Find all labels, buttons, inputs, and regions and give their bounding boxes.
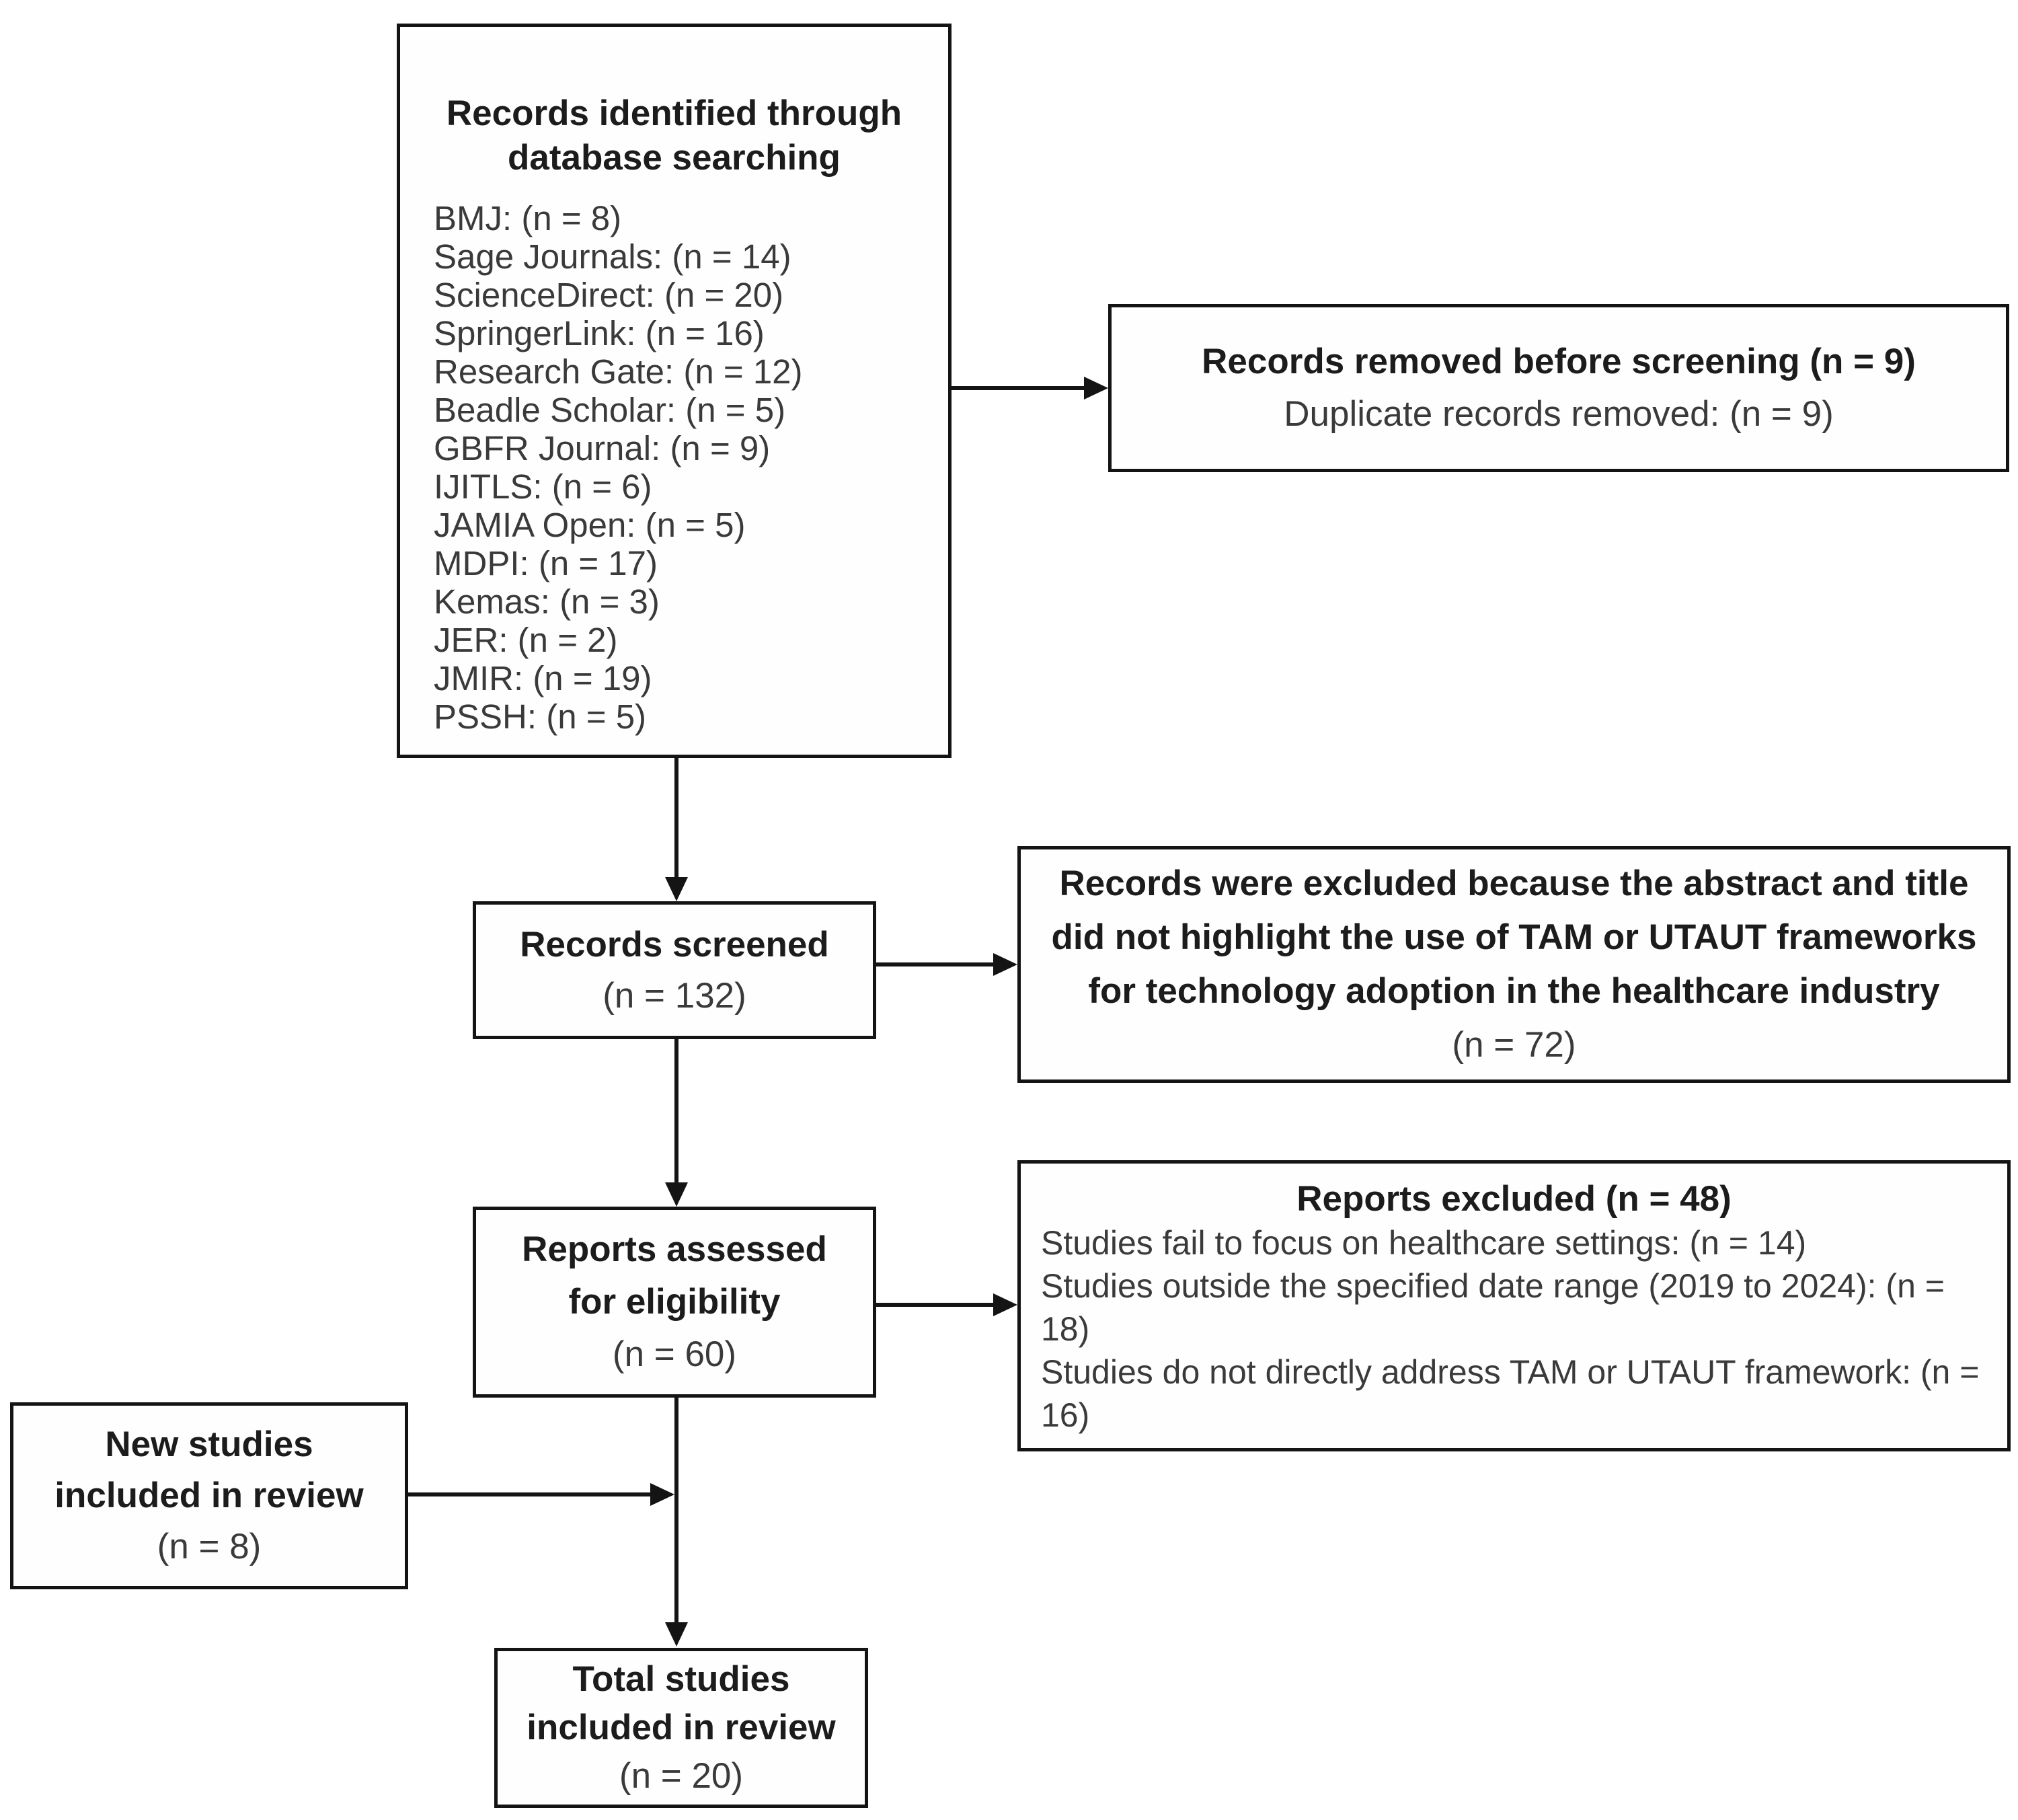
new-studies-count: (n = 8) [157, 1527, 262, 1566]
source-item: PSSH: (n = 5) [434, 697, 647, 736]
records-removed-box [1108, 304, 2009, 472]
arrow-identification-to-removed-line [952, 386, 1086, 390]
arrow-assessed-to-total-line [674, 1398, 678, 1624]
arrow-screened-to-assessed-line [674, 1039, 678, 1184]
records-removed-title: Records removed before screening (n = 9) [1202, 342, 1916, 381]
exclusion-reason: Studies fail to focus on healthcare settings: (n = 14) [1041, 1224, 1807, 1262]
reports-assessed-line2: for eligibility [568, 1282, 781, 1322]
reports-assessed-count: (n = 60) [612, 1334, 737, 1374]
source-item: JER: (n = 2) [434, 621, 618, 659]
identification-source-list [400, 199, 948, 736]
source-item: Kemas: (n = 3) [434, 582, 660, 621]
identification-title-line1: Records identified through [446, 93, 902, 133]
source-item: Research Gate: (n = 12) [434, 352, 803, 391]
total-studies-box [494, 1648, 868, 1808]
records-screened-count: (n = 132) [603, 975, 746, 1016]
new-studies-line1: New studies [105, 1425, 313, 1464]
arrow-screened-to-assessed-head [665, 1182, 688, 1207]
source-item: BMJ: (n = 8) [434, 199, 622, 237]
source-item: GBFR Journal: (n = 9) [434, 429, 771, 467]
arrow-screened-to-excluded-head [993, 953, 1017, 976]
source-item: Beadle Scholar: (n = 5) [434, 391, 786, 429]
source-item: MDPI: (n = 17) [434, 544, 658, 582]
arrow-identification-to-screened-line [674, 758, 678, 879]
exclusion-reason: Studies outside the specified date range (2019 to 2024): (n = 18) [1041, 1267, 1945, 1348]
reports-excluded-title: Reports excluded (n = 48) [1296, 1179, 1732, 1219]
reports-excluded-reasons [1041, 1221, 1987, 1437]
identification-title-line2: database searching [508, 138, 841, 178]
source-item: IJITLS: (n = 6) [434, 467, 652, 506]
records-excluded-line2: did not highlight the use of TAM or UTAUT frameworks [1051, 917, 1977, 957]
identification-title [400, 91, 948, 180]
records-screened-title: Records screened [520, 924, 829, 964]
arrow-new-studies-to-flow-line [408, 1492, 652, 1496]
records-excluded-line1: Records were excluded because the abstract and title [1059, 864, 1969, 903]
records-excluded-line3: for technology adoption in the healthcare industry [1088, 971, 1940, 1011]
reports-assessed-line1: Reports assessed [522, 1229, 827, 1269]
source-item: ScienceDirect: (n = 20) [434, 276, 784, 314]
total-studies-line2: included in review [527, 1708, 836, 1747]
identification-box [397, 24, 952, 758]
arrow-screened-to-excluded-line [876, 962, 994, 966]
source-item: SpringerLink: (n = 16) [434, 314, 765, 352]
arrow-identification-to-screened-head [665, 877, 688, 901]
exclusion-reason: Studies do not directly address TAM or UTAUT framework: (n = 16) [1041, 1353, 1980, 1434]
new-studies-line2: included in review [54, 1476, 364, 1515]
source-item: JAMIA Open: (n = 5) [434, 506, 746, 544]
arrow-identification-to-removed-head [1084, 377, 1108, 400]
arrow-assessed-to-reports-excluded-head [993, 1293, 1017, 1316]
total-studies-line1: Total studies [572, 1659, 790, 1699]
total-studies-count: (n = 20) [619, 1756, 744, 1796]
arrow-assessed-to-total-head [665, 1622, 688, 1646]
arrow-assessed-to-reports-excluded-line [876, 1303, 994, 1307]
records-excluded-count: (n = 72) [1452, 1025, 1576, 1065]
records-removed-detail: Duplicate records removed: (n = 9) [1284, 394, 1834, 434]
new-studies-box [10, 1402, 408, 1589]
reports-assessed-box [473, 1207, 876, 1398]
records-screened-box [473, 901, 876, 1039]
source-item: Sage Journals: (n = 14) [434, 237, 791, 276]
reports-excluded-box [1017, 1160, 2011, 1451]
records-excluded-box [1017, 846, 2011, 1083]
arrow-new-studies-to-flow-head [650, 1483, 674, 1506]
source-item: JMIR: (n = 19) [434, 659, 652, 697]
